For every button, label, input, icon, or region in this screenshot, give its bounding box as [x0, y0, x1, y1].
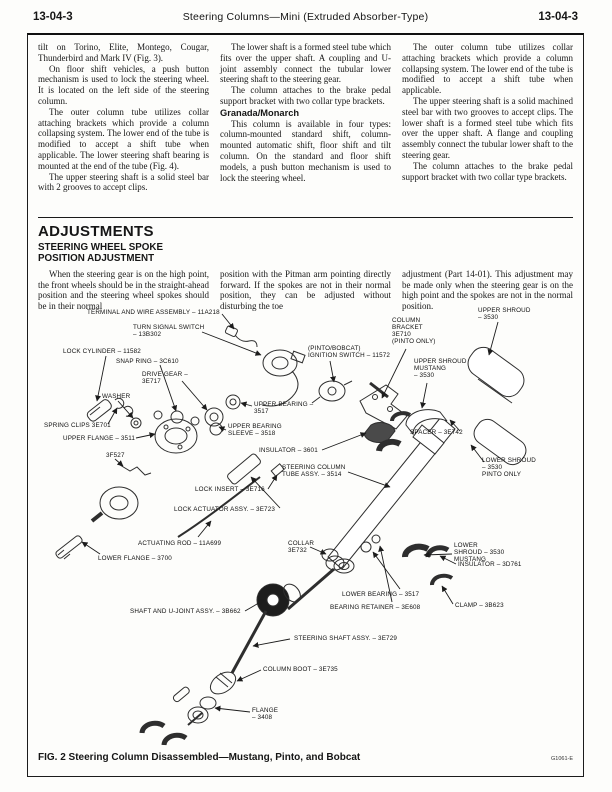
paragraph: This column is available in four types: column-mounted standard shift, column-mounted automatic shift, floor shift and tilt column. On the standard and floor shift models, a push button mechanism is used to lock the steering wheel. [220, 118, 391, 183]
page-header [27, 11, 584, 23]
paragraph: position with the Pitman arm pointing directly forward. If the spokes are not in their normal position, they can be adjusted without disturbing the toe [220, 269, 391, 311]
exploded-diagram-art [30, 305, 582, 752]
part-callout: SNAP RING – 3C610 [116, 358, 179, 365]
part-callout: LOWER BEARING – 3517 [342, 591, 420, 598]
part-callout: LOCK ACTUATOR ASSY. – 3E723 [174, 506, 275, 513]
part-callout: 3F527 [106, 452, 125, 459]
part-callout: CLAMP – 3B623 [455, 602, 504, 609]
part-callout: COLLAR 3E732 [288, 540, 315, 554]
part-callout: LOCK INSERT – 3E716 [195, 486, 265, 493]
part-callout: LOWER SHROUD – 3530 MUSTANG [454, 542, 505, 563]
part-callout: TURN SIGNAL SWITCH – 13B302 [133, 324, 205, 338]
part-callout: WASHER [102, 393, 131, 400]
paragraph: adjustment (Part 14-01). This adjustment may be made only when the steering gear is on the high point and the spokes are not in the normal position. [402, 269, 573, 311]
part-callout: UPPER SHROUD MUSTANG – 3530 [414, 358, 467, 379]
figure-caption-row [27, 752, 584, 763]
section-subtitle-line-1: STEERING WHEEL SPOKE [38, 242, 164, 253]
part-callout: INSULATOR – 3601 [259, 447, 318, 454]
text-column-3 [402, 42, 573, 210]
figure-reference-code: G1061-E [550, 756, 573, 762]
page-number-left: 13-04-3 [33, 11, 73, 23]
section-subtitle-line-2: POSITION ADJUSTMENT [38, 253, 155, 264]
part-callout: ACTUATING ROD – 11A699 [138, 540, 222, 547]
part-callout: UPPER FLANGE – 3511 [63, 435, 136, 442]
part-callout: LOCK CYLINDER – 11582 [63, 348, 141, 355]
part-callout: SHAFT AND U-JOINT ASSY. – 3B662 [130, 608, 241, 615]
part-callout: TERMINAL AND WIRE ASSEMBLY – 11A218 [87, 309, 220, 316]
part-callout: FLANGE – 3408 [252, 707, 279, 721]
part-callout: INSULATOR – 3D761 [458, 561, 522, 568]
part-callout: LOWER SHROUD – 3530 PINTO ONLY [482, 457, 536, 478]
subsection-heading: Granada/Monarch [220, 107, 300, 118]
paragraph: The outer column tube utilizes collar attaching brackets which provide a column collapsing system. The lower end of the tube is modified to accept a shift tube when applicable. [402, 42, 573, 96]
part-callout: SPACER – 3E742 [410, 429, 463, 436]
paragraph: The upper steering shaft is a solid steel bar with 2 grooves to accept clips. [38, 171, 209, 193]
part-callout: SPRING CLIPS 3E701 [44, 422, 111, 429]
paragraph: The column attaches to the brake pedal support bracket with two collar type brackets. [402, 160, 573, 182]
paragraph: tilt on Torino, Elite, Montego, Cougar, Thunderbird and Mark IV (Fig. 3). [38, 42, 209, 63]
text-column-1 [38, 42, 209, 210]
paragraph: When the steering gear is on the high point, the front wheels should be in the straight-ahead position and the steering wheel spokes should be in their normal [38, 269, 209, 311]
page-title: Steering Columns—Mini (Extruded Absorber-Type) [182, 11, 429, 23]
part-callout: BEARING RETAINER – 3E608 [330, 604, 421, 611]
part-callout: (PINTO/BOBCAT) IGNITION SWITCH – 11572 [308, 345, 391, 359]
page-number-right: 13-04-3 [538, 11, 578, 23]
exploded-view-figure [30, 305, 582, 752]
paragraph: The outer column tube utilizes collar attaching brackets which provide a column collapsing system. The lower end of the tube is modified to accept a shift tube when applicable. The lower steering shaft bearing is mounted at the end of the tube (Fig. 4). [38, 106, 209, 171]
paragraph: The column attaches to the brake pedal support bracket with two collar type brackets. [220, 85, 391, 106]
intro-text-columns [38, 42, 573, 218]
adjustments-section [38, 223, 573, 311]
part-callout: DRIVE GEAR – 3E717 [142, 371, 188, 385]
section-title: ADJUSTMENTS [38, 223, 154, 240]
text-column-2 [220, 42, 391, 210]
part-callout: UPPER BEARING SLEEVE – 3518 [228, 423, 282, 437]
paragraph: The lower shaft is a formed steel tube which fits over the upper shaft. A coupling and U-joint assembly connect the tubular lower steering shaft to the steering gear. [220, 42, 391, 85]
part-callout: UPPER SHROUD – 3530 [478, 307, 531, 321]
figure-caption: FIG. 2 Steering Column Disassembled—Mustang, Pinto, and Bobcat [38, 752, 361, 763]
part-callout: STEERING COLUMN TUBE ASSY. – 3514 [282, 464, 346, 478]
paragraph: The upper steering shaft is a solid machined steel bar with two grooves to accept clips. The lower shaft is a formed steel tube which fits over the upper shaft. A flange and coupling assembly connect the tubular lower shaft to the steering gear. [402, 95, 573, 160]
part-callout: UPPER BEARING – 3517 [254, 401, 314, 415]
paragraph: On floor shift vehicles, a push button mechanism is used to lock the steering wheel. It is located on the left side of the steering column. [38, 63, 209, 106]
part-callout: COLUMN BRACKET 3E710 (PINTO ONLY) [392, 317, 436, 345]
part-callout: COLUMN BOOT – 3E735 [263, 666, 338, 673]
part-callout: STEERING SHAFT ASSY. – 3E729 [294, 635, 398, 642]
part-callout: LOWER FLANGE – 3700 [98, 555, 172, 562]
